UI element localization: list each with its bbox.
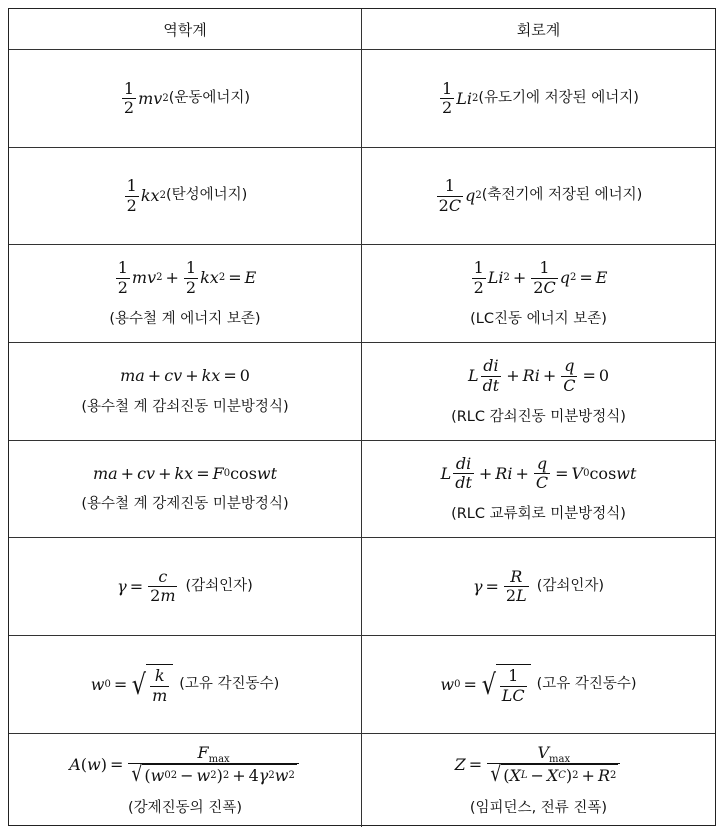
formula-kinetic-energy: $\frac{1}{2}$ mv 2 (운동에너지) — [123, 78, 251, 117]
formula-elastic-energy: $\frac{1}{2}$ kx 2 (탄성에너지) — [126, 176, 248, 215]
cell-spring-damping-factor — [9, 538, 361, 635]
note-spring-energy-conservation: (용수철 계 에너지 보존) — [109, 310, 261, 327]
note-impedance: (임피던스, 전류 진폭) — [469, 799, 608, 816]
cell-forced-amplitude — [9, 734, 361, 827]
cell-elastic-energy — [9, 148, 361, 244]
table-row — [9, 342, 715, 440]
formula-spring-forced-eq: ma + cv + kx = F 0 cos wt — [92, 463, 278, 483]
formula-lc-natural-frequency: w 0 = √ $\frac{1}{LC}$ (고유 각진동수) — [440, 666, 637, 705]
cell-rlc-damped-eq — [361, 343, 715, 440]
analogy-table — [8, 8, 716, 826]
cell-spring-natural-frequency — [9, 636, 361, 733]
cell-kinetic-energy — [9, 50, 361, 147]
cell-impedance — [361, 734, 715, 827]
note-spring-forced-eq: (용수철 계 강제진동 미분방정식) — [81, 496, 289, 513]
cell-spring-forced-eq — [9, 441, 361, 537]
note-lc-energy-conservation: (LC진동 에너지 보존) — [470, 310, 607, 327]
formula-spring-damping-factor: γ = $\frac{c}{2m}$ (감쇠인자) — [117, 566, 253, 605]
table-row — [9, 537, 715, 635]
formula-inductor-energy: $\frac{1}{2}$ Li 2 (유도기에 저장된 에너지) — [442, 78, 639, 117]
header-circuit: 회로계 — [361, 9, 715, 49]
note-rlc-damped-eq: (RLC 감쇠진동 미분방정식) — [451, 408, 626, 425]
cell-capacitor-energy — [361, 148, 715, 244]
formula-rlc-damped-eq: L $\frac{di}{dt}$ + Ri + $\frac{q}{C}$ = 0 — [467, 356, 610, 395]
cell-rlc-ac-eq — [361, 441, 715, 537]
cell-lc-energy-conservation — [361, 245, 715, 342]
formula-spring-damped-eq: ma + cv + kx = 0 — [120, 366, 250, 386]
cell-spring-energy-conservation — [9, 245, 361, 342]
formula-impedance: Z = $V_{max}$ √ ( X L − X C ) 2 + R 2 — [455, 744, 623, 785]
table-row — [9, 244, 715, 342]
formula-lc-energy-conservation: $\frac{1}{2}$ Li 2 + $\frac{1}{2C}$ q 2 = E — [473, 258, 608, 297]
note-rlc-ac-eq: (RLC 교류회로 미분방정식) — [451, 506, 626, 523]
note-spring-damped-eq: (용수철 계 감쇠진동 미분방정식) — [81, 398, 289, 415]
note-forced-amplitude: (강제진동의 진폭) — [128, 799, 242, 816]
header-mechanical: 역학계 — [163, 20, 207, 39]
formula-spring-natural-frequency: w 0 = √ $\frac{k}{m}$ (고유 각진동수) — [90, 666, 280, 705]
table-row — [9, 635, 715, 733]
table-row — [9, 733, 715, 827]
cell-spring-damped-eq — [9, 343, 361, 440]
cell-inductor-energy — [361, 50, 715, 147]
cell-lc-natural-frequency — [361, 636, 715, 733]
formula-rlc-damping-factor: γ = $\frac{R}{2L}$ (감쇠인자) — [472, 566, 605, 605]
formula-spring-energy-conservation: $\frac{1}{2}$ mv 2 + $\frac{1}{2}$ kx 2 = E — [117, 258, 257, 297]
formula-capacitor-energy: $\frac{1}{2C}$ q 2 (축전기에 저장된 에너지) — [438, 176, 643, 215]
table-row — [9, 440, 715, 537]
table-row — [9, 147, 715, 244]
table-header-row — [9, 9, 715, 49]
formula-forced-amplitude: A ( w ) = $F_{max}$ √ ( w 0 2 − w 2 ) 2 + 4 γ 2 w 2 — [69, 744, 301, 785]
cell-rlc-damping-factor — [361, 538, 715, 635]
table-row — [9, 49, 715, 147]
formula-rlc-ac-eq: L $\frac{di}{dt}$ + Ri + $\frac{q}{C}$ = V 0 cos wt — [440, 453, 637, 492]
